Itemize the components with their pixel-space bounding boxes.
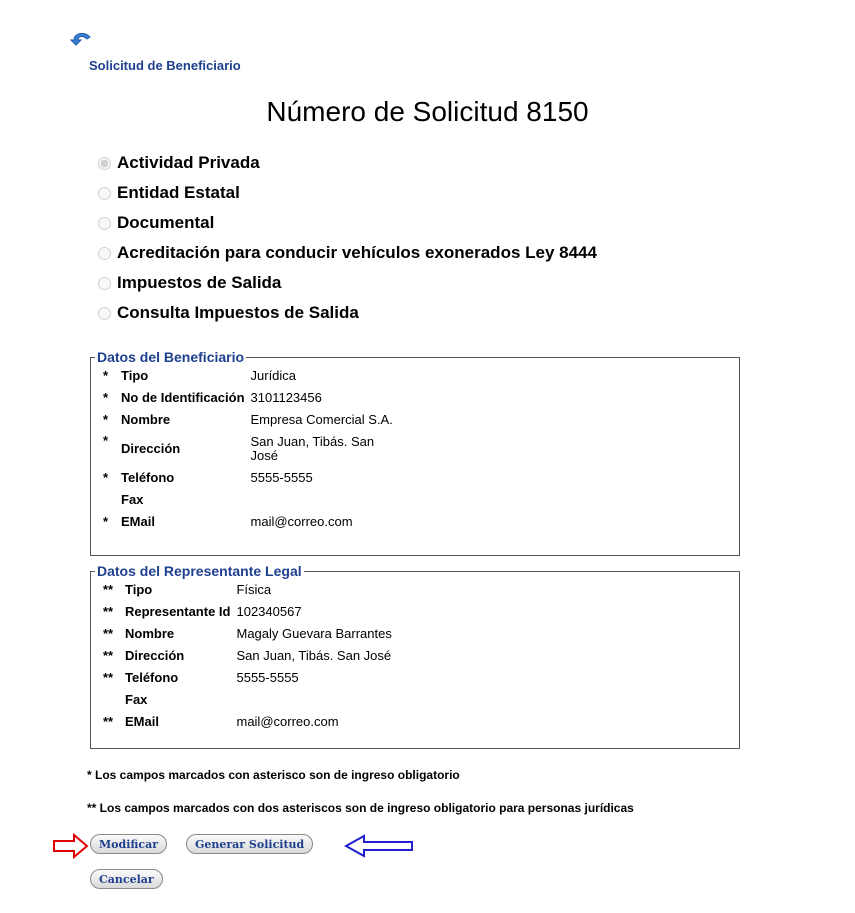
table-row bbox=[103, 365, 401, 387]
table-row bbox=[103, 467, 401, 489]
table-row bbox=[103, 689, 392, 711]
required-mark: * bbox=[103, 368, 109, 383]
field-value bbox=[236, 689, 391, 711]
blue-left-arrow-icon bbox=[344, 834, 416, 858]
field-label: Nombre bbox=[125, 626, 175, 641]
required-juridica-note: ** Los campos marcados con dos asteriscos son de ingreso obligatorio para personas jurídicas bbox=[87, 801, 634, 815]
cancel-button[interactable]: Cancelar bbox=[90, 869, 163, 889]
field-label: EMail bbox=[121, 514, 155, 529]
field-value: San Juan, Tibás. San José bbox=[250, 434, 375, 463]
required-mark: * bbox=[103, 433, 109, 448]
option-label: Impuestos de Salida bbox=[117, 273, 282, 292]
field-label: Teléfono bbox=[125, 670, 179, 685]
field-value: 5555-5555 bbox=[236, 670, 299, 685]
generate-request-button[interactable]: Generar Solicitud bbox=[186, 834, 313, 854]
table-row bbox=[103, 601, 392, 623]
page-title: Número de Solicitud 8150 bbox=[266, 96, 589, 127]
required-mark: * bbox=[103, 470, 109, 485]
required-mark: * bbox=[103, 412, 109, 427]
radio-actividad-privada[interactable] bbox=[98, 157, 111, 170]
undo-arrow-icon[interactable] bbox=[70, 28, 94, 46]
radio-entidad-estatal[interactable] bbox=[98, 187, 111, 200]
table-row bbox=[103, 711, 392, 733]
field-value: Jurídica bbox=[250, 368, 297, 383]
field-value: mail@correo.com bbox=[236, 714, 339, 729]
field-label: Teléfono bbox=[121, 470, 175, 485]
radio-documental[interactable] bbox=[98, 217, 111, 230]
required-mark bbox=[103, 689, 125, 711]
table-row bbox=[103, 667, 392, 689]
table-row bbox=[103, 511, 401, 533]
radio-acreditacion[interactable] bbox=[98, 247, 111, 260]
field-label: EMail bbox=[125, 714, 159, 729]
field-value bbox=[251, 489, 401, 511]
beneficiario-table bbox=[103, 365, 401, 533]
beneficiario-section bbox=[90, 349, 740, 556]
modify-button[interactable]: Modificar bbox=[90, 834, 167, 854]
field-label: Fax bbox=[121, 492, 144, 507]
required-mark: ** bbox=[103, 626, 114, 641]
required-mark: ** bbox=[103, 604, 114, 619]
required-mark: ** bbox=[103, 670, 114, 685]
required-mark: ** bbox=[103, 582, 114, 597]
field-label: Representante Id bbox=[125, 604, 231, 619]
required-mark bbox=[103, 489, 121, 511]
field-value: Magaly Guevara Barrantes bbox=[236, 626, 392, 641]
option-entidad-estatal[interactable] bbox=[98, 178, 597, 208]
option-actividad-privada[interactable] bbox=[98, 148, 597, 178]
field-value: 3101123456 bbox=[250, 390, 322, 405]
required-mark: ** bbox=[103, 714, 114, 729]
field-value: 5555-5555 bbox=[250, 470, 313, 485]
option-label: Consulta Impuestos de Salida bbox=[117, 303, 359, 322]
red-right-arrow-icon bbox=[52, 833, 90, 859]
field-label: Tipo bbox=[121, 368, 149, 383]
radio-impuestos-salida[interactable] bbox=[98, 277, 111, 290]
table-row bbox=[103, 579, 392, 601]
option-label: Documental bbox=[117, 213, 215, 232]
table-row bbox=[103, 645, 392, 667]
representante-legend: Datos del Representante Legal bbox=[97, 563, 302, 579]
table-row bbox=[103, 431, 401, 467]
field-label: No de Identificación bbox=[121, 390, 245, 405]
table-row bbox=[103, 489, 401, 511]
table-row bbox=[103, 387, 401, 409]
option-acreditacion[interactable] bbox=[98, 238, 597, 268]
required-mark: ** bbox=[103, 648, 114, 663]
representante-table bbox=[103, 579, 392, 733]
required-mark: * bbox=[103, 514, 109, 529]
field-label: Fax bbox=[125, 692, 148, 707]
field-value: Física bbox=[236, 582, 272, 597]
field-value: Empresa Comercial S.A. bbox=[250, 412, 393, 427]
table-row bbox=[103, 409, 401, 431]
request-type-options bbox=[98, 148, 597, 328]
field-label: Dirección bbox=[125, 648, 185, 663]
field-label: Tipo bbox=[125, 582, 153, 597]
option-label: Acreditación para conducir vehículos exonerados Ley 8444 bbox=[117, 243, 597, 262]
table-row bbox=[103, 623, 392, 645]
required-mark: * bbox=[103, 390, 109, 405]
required-note: * Los campos marcados con asterisco son de ingreso obligatorio bbox=[87, 768, 460, 782]
field-value: 102340567 bbox=[236, 604, 302, 619]
field-label: Nombre bbox=[121, 412, 171, 427]
beneficiario-legend: Datos del Beneficiario bbox=[97, 349, 245, 365]
option-consulta-impuestos[interactable] bbox=[98, 298, 597, 328]
representante-section bbox=[90, 563, 740, 749]
field-label: Dirección bbox=[121, 441, 181, 456]
option-documental[interactable] bbox=[98, 208, 597, 238]
option-impuestos-salida[interactable] bbox=[98, 268, 597, 298]
breadcrumb[interactable]: Solicitud de Beneficiario bbox=[89, 58, 241, 73]
field-value: mail@correo.com bbox=[250, 514, 353, 529]
field-value: San Juan, Tibás. San José bbox=[236, 648, 392, 663]
radio-consulta-impuestos[interactable] bbox=[98, 307, 111, 320]
option-label: Entidad Estatal bbox=[117, 183, 240, 202]
option-label: Actividad Privada bbox=[117, 153, 260, 172]
